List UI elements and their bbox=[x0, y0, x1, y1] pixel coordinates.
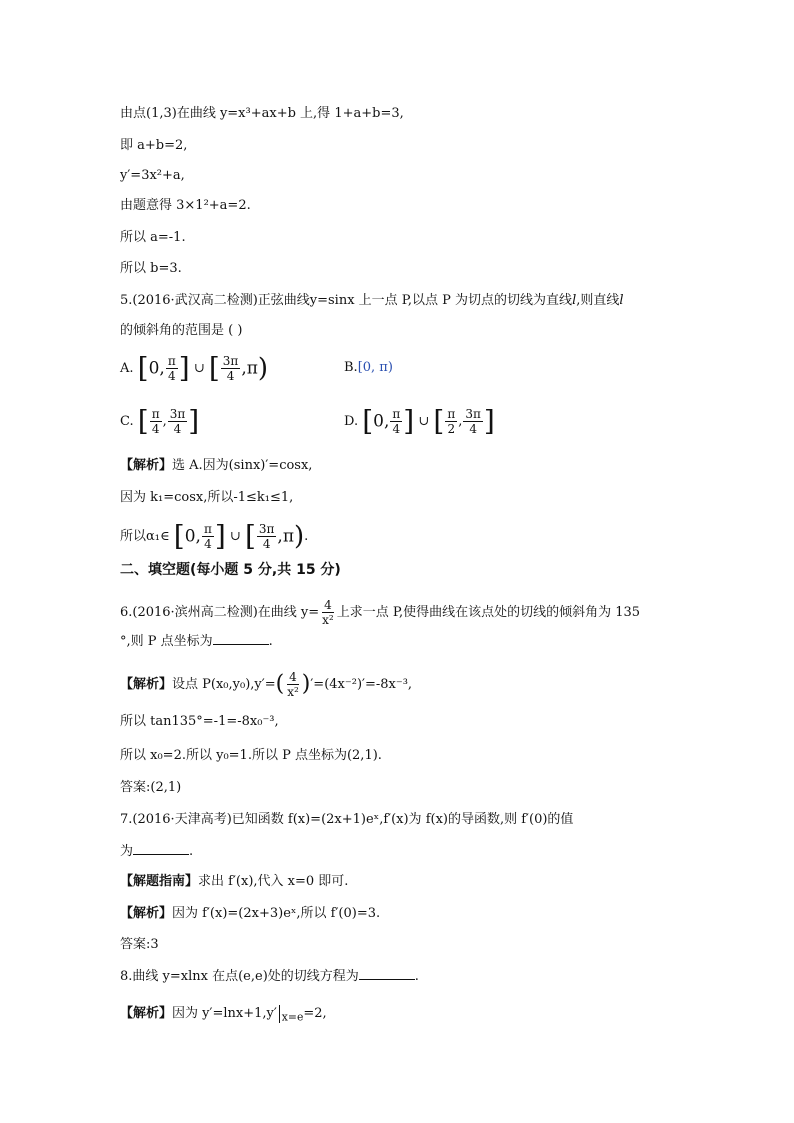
option-a: A. [0, $\frac{\pi}{4}$ ] ∪ [ $\frac{3\pi}{4}$ ,π) bbox=[120, 351, 269, 385]
q7-analysis: 【解析】因为 f′(x)=(2x+3)eˣ,所以 f′(0)=3. bbox=[120, 906, 381, 921]
section-heading: 二、填空题(每小题 5 分,共 15 分) bbox=[120, 562, 341, 578]
answer-blank bbox=[359, 967, 415, 980]
answer-blank bbox=[133, 842, 189, 855]
question-7-stem: 7.(2016·天津高考)已知函数 f(x)=(2x+1)eˣ,f′(x)为 f(x)的导函数,则 f′(0)的值 bbox=[120, 812, 574, 827]
text-line: 所以 b=3. bbox=[120, 261, 182, 276]
q5-analysis-1: 【解析】选 A.因为(sinx)′=cosx, bbox=[120, 458, 313, 473]
answer-blank bbox=[213, 632, 269, 645]
question-8-stem: 8.曲线 y=xlnx 在点(e,e)处的切线方程为 . bbox=[120, 969, 419, 984]
text-line: 即 a+b=2, bbox=[120, 138, 188, 153]
text-line: 由点(1,3)在曲线 y=x³+ax+b 上,得 1+a+b=3, bbox=[120, 106, 404, 121]
question-6-stem: 6.(2016·滨州高二检测)在曲线 y= $\frac{4}{\text{x²}}$ 上求一点 P,使得曲线在该点处的切线的倾斜角为 135 bbox=[120, 598, 641, 627]
option-b: B.[0, π) bbox=[344, 360, 393, 375]
q7-answer: 答案:3 bbox=[120, 937, 159, 952]
text-line: 所以 a=-1. bbox=[120, 230, 186, 245]
question-6-stem-2: °,则 P 点坐标为 . bbox=[120, 634, 273, 649]
q8-analysis: 【解析】因为 y′=lnx+1,y′ $_{x=e}$=2, bbox=[120, 1006, 327, 1024]
question-5-stem-2: 的倾斜角的范围是 ( ) bbox=[120, 323, 243, 338]
q6-analysis-1: 【解析】设点 P(x₀,y₀),y′=( $\frac{4}{\text{x²}}$ )′=(4x⁻²)′=-8x⁻³, bbox=[120, 670, 413, 699]
text-line: y′=3x²+a, bbox=[120, 168, 185, 183]
option-c: C. [ $\frac{\pi}{4}$ , $\frac{3\pi}{4}$ ] bbox=[120, 404, 200, 438]
q5-analysis-3: 所以α₁∈ [0, $\frac{\pi}{4}$ ] ∪ [ $\frac{3\pi}{4}$ ,π). bbox=[120, 519, 309, 553]
q5-analysis-2: 因为 k₁=cosx,所以-1≤k₁≤1, bbox=[120, 490, 294, 505]
option-d: D. [0, $\frac{\pi}{4}$ ] ∪ [ $\frac{\pi}{2}$ , $\frac{3\pi}{4}$ ] bbox=[344, 404, 495, 438]
question-5-stem: 5.(2016·武汉高二检测)正弦曲线y=sinx 上一点 P,以点 P 为切点的切线为直线l,则直线l bbox=[120, 293, 624, 308]
q6-answer: 答案:(2,1) bbox=[120, 780, 182, 795]
q7-hint: 【解题指南】求出 f′(x),代入 x=0 即可. bbox=[120, 874, 349, 889]
text-line: 由题意得 3×1²+a=2. bbox=[120, 198, 251, 213]
question-7-stem-2: 为 . bbox=[120, 844, 194, 859]
q6-analysis-2: 所以 tan135°=-1=-8x₀⁻³, bbox=[120, 714, 279, 729]
q6-analysis-3: 所以 x₀=2.所以 y₀=1.所以 P 点坐标为(2,1). bbox=[120, 748, 382, 763]
